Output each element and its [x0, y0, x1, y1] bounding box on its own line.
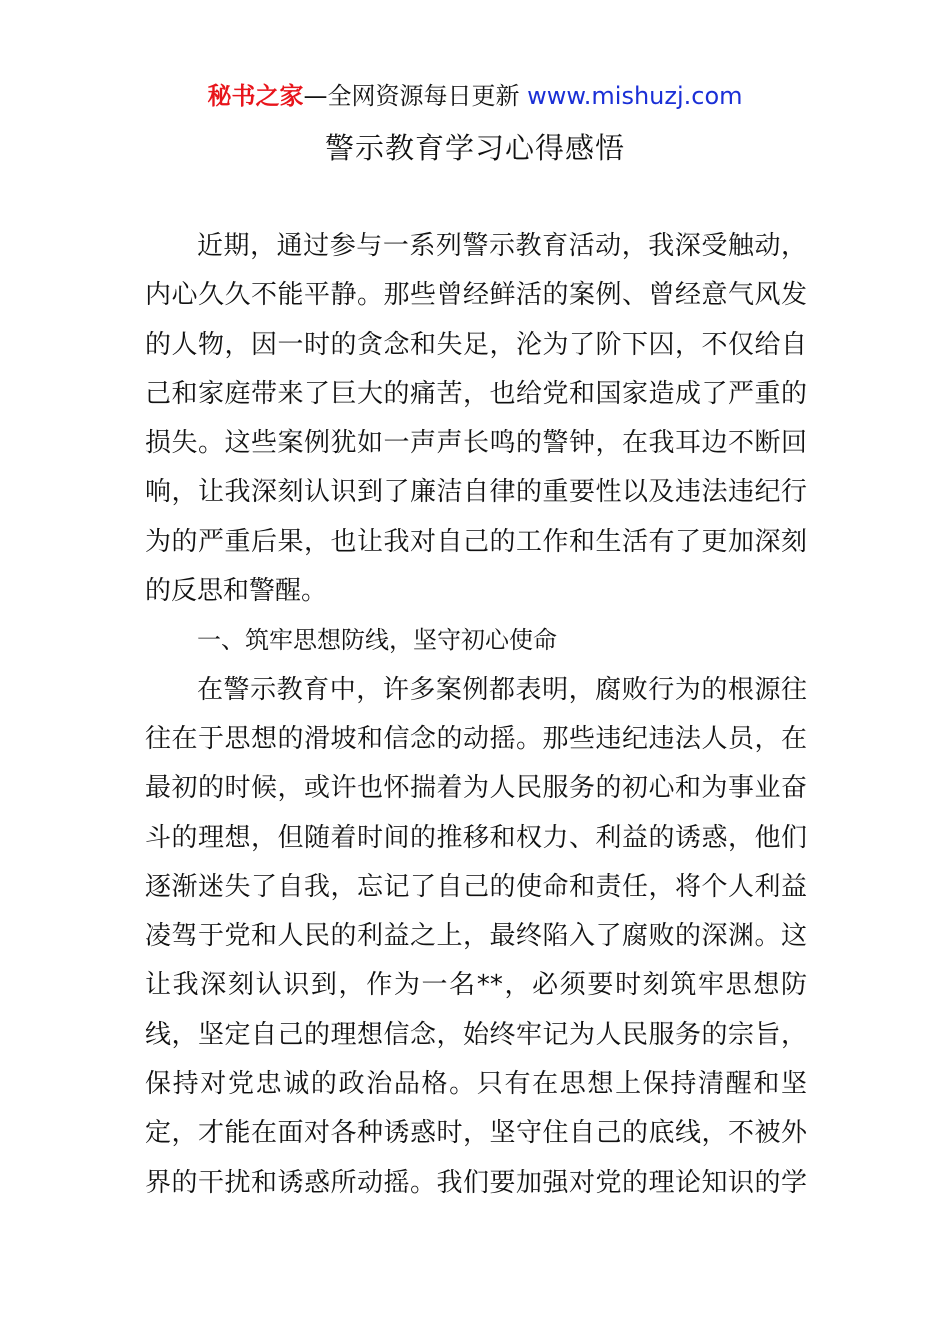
section-heading: 一、筑牢思想防线，坚守初心使命: [197, 626, 557, 655]
brand-name: 秘书之家: [207, 82, 304, 110]
paragraph-line: 为的严重后果，也让我对自己的工作和生活有了更加深刻: [145, 526, 807, 557]
paragraph-line: 的人物，因一时的贪念和失足，沦为了阶下囚，不仅给自: [145, 329, 807, 360]
paragraph-line: 逐渐迷失了自我，忘记了自己的使命和责任，将个人利益: [145, 871, 807, 902]
paragraph-line: 最初的时候，或许也怀揣着为人民服务的初心和为事业奋: [145, 773, 807, 804]
paragraph-line: 斗的理想，但随着时间的推移和权力、利益的诱惑，他们: [145, 822, 807, 853]
paragraph-line: 近期，通过参与一系列警示教育活动，我深受触动，: [197, 231, 807, 261]
site-url[interactable]: www.mishuzj.com: [527, 82, 743, 110]
paragraph-line: 在警示教育中，许多案例都表明，腐败行为的根源往: [197, 674, 807, 705]
paragraph-line: 定，才能在面对各种诱惑时，坚守住自己的底线，不被外: [145, 1118, 807, 1149]
paragraph-line: 己和家庭带来了巨大的痛苦，也给党和国家造成了严重的: [145, 378, 807, 409]
paragraph-line: 界的干扰和诱惑所动摇。我们要加强对党的理论知识的学: [145, 1167, 807, 1198]
paragraph-line: 线，坚定自己的理想信念，始终牢记为人民服务的宗旨，: [145, 1019, 807, 1050]
paragraph-line: 损失。这些案例犹如一声声长鸣的警钟，在我耳边不断回: [145, 428, 807, 459]
document-title: 警示教育学习心得感悟: [324, 131, 625, 165]
paragraph-line: 凌驾于党和人民的利益之上，最终陷入了腐败的深渊。这: [145, 921, 807, 952]
paragraph-line: 让我深刻认识到，作为一名**，必须要时刻筑牢思想防: [145, 970, 807, 1001]
header-slogan: —全网资源每日更新: [303, 82, 520, 110]
paragraph-line: 的反思和警醒。: [145, 576, 328, 607]
site-header: [0, 80, 950, 112]
paragraph-line: 往在于思想的滑坡和信念的动摇。那些违纪违法人员，在: [145, 723, 807, 754]
paragraph-line: 内心久久不能平静。那些曾经鲜活的案例、曾经意气风发: [145, 280, 807, 311]
paragraph-line: 保持对党忠诚的政治品格。只有在思想上保持清醒和坚: [145, 1069, 807, 1100]
document-body: [145, 222, 807, 1208]
paragraph-line: 响，让我深刻认识到了廉洁自律的重要性以及违法违纪行: [145, 477, 807, 508]
